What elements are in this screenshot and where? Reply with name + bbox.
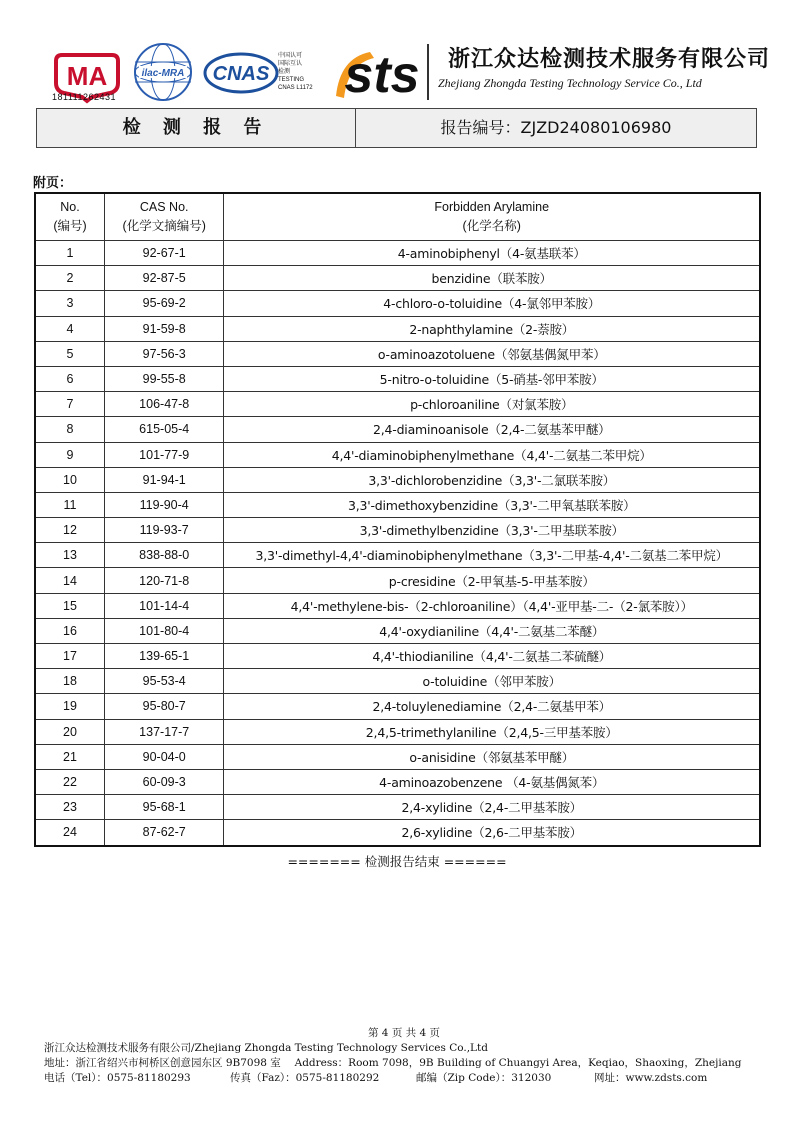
table-row bbox=[35, 316, 760, 341]
cell-cas: 106-47-8 bbox=[104, 392, 223, 417]
cell-no: 13 bbox=[35, 543, 104, 568]
table-row bbox=[35, 442, 760, 467]
cell-no: 8 bbox=[35, 417, 104, 442]
cell-cas: 95-68-1 bbox=[104, 795, 223, 820]
cnas-logo-icon bbox=[203, 50, 279, 96]
page-footer bbox=[44, 1026, 764, 1086]
table-row bbox=[35, 241, 760, 266]
cell-name: 4,4'-methylene-bis-（2-chloroaniline）（4,4'-亚甲基-二-（2-氯苯胺）） bbox=[224, 593, 760, 618]
table-row bbox=[35, 392, 760, 417]
table-row bbox=[35, 744, 760, 769]
cell-cas: 838-88-0 bbox=[104, 543, 223, 568]
ilac-mra-logo-icon bbox=[131, 40, 195, 104]
cell-cas: 91-94-1 bbox=[104, 467, 223, 492]
cell-name: 2,6-xylidine（2,6-二甲基苯胺） bbox=[224, 820, 760, 846]
cell-name: 4-chloro-o-toluidine（4-氯邻甲苯胺） bbox=[224, 291, 760, 316]
cell-cas: 95-69-2 bbox=[104, 291, 223, 316]
cell-no: 2 bbox=[35, 266, 104, 291]
header-cas: CAS No. (化学文摘编号) bbox=[104, 193, 223, 241]
company-name-cn: 浙江众达检测技术服务有限公司 bbox=[448, 46, 771, 72]
table-row bbox=[35, 417, 760, 442]
cell-name: 4-aminoazobenzene （4-氨基偶氮苯） bbox=[224, 769, 760, 794]
cell-name: 4,4'-diaminobiphenylmethane（4,4'-二氨基二苯甲烷） bbox=[224, 442, 760, 467]
sts-logo-icon bbox=[330, 38, 422, 108]
cell-name: 4,4'-thiodianiline（4,4'-二氨基二苯硫醚） bbox=[224, 644, 760, 669]
cell-cas: 101-14-4 bbox=[104, 593, 223, 618]
table-row bbox=[35, 366, 760, 391]
cell-cas: 101-80-4 bbox=[104, 618, 223, 643]
end-of-report: ======= 检测报告结束 ====== bbox=[287, 854, 507, 869]
cell-no: 20 bbox=[35, 719, 104, 744]
footer-fax: 传真（Faz）：0575-81180292 bbox=[230, 1072, 380, 1084]
cell-no: 4 bbox=[35, 316, 104, 341]
cell-name: 3,3'-dichlorobenzidine（3,3'-二氯联苯胺） bbox=[224, 467, 760, 492]
table-row bbox=[35, 543, 760, 568]
cnas-accreditation-text: 中国认可 国际互认 检测 TESTING CNAS L1172 bbox=[278, 53, 313, 91]
table-row bbox=[35, 795, 760, 820]
cell-cas: 139-65-1 bbox=[104, 644, 223, 669]
cell-cas: 92-87-5 bbox=[104, 266, 223, 291]
footer-contact bbox=[44, 1071, 764, 1086]
cell-name: 2,4-diaminoanisole（2,4-二氨基苯甲醚） bbox=[224, 417, 760, 442]
table-row bbox=[35, 518, 760, 543]
table-row bbox=[35, 820, 760, 846]
table-row bbox=[35, 644, 760, 669]
arylamine-table bbox=[34, 192, 761, 847]
table-body bbox=[35, 241, 760, 846]
cell-name: o-toluidine（邻甲苯胺） bbox=[224, 669, 760, 694]
footer-address: 地址：浙江省绍兴市柯桥区创意园东区 9B7098 室 Address：Room 7098，9B Building of Chuangyi Area，Keqiao，Shaoxing，Zhejiang bbox=[44, 1057, 742, 1069]
cell-no: 14 bbox=[35, 568, 104, 593]
page-number: 第 4 页 共 4 页 bbox=[367, 1027, 441, 1039]
cell-cas: 615-05-4 bbox=[104, 417, 223, 442]
table-row bbox=[35, 593, 760, 618]
header-no: No. (编号) bbox=[35, 193, 104, 241]
svg-text:sts: sts bbox=[344, 46, 420, 104]
cell-cas: 92-67-1 bbox=[104, 241, 223, 266]
company-name-en: Zhejiang Zhongda Testing Technology Service Co., Ltd bbox=[438, 76, 702, 90]
table-row bbox=[35, 769, 760, 794]
cell-no: 12 bbox=[35, 518, 104, 543]
table-row bbox=[35, 266, 760, 291]
cell-cas: 119-90-4 bbox=[104, 492, 223, 517]
cell-name: 3,3'-dimethyl-4,4'-diaminobiphenylmethane（3,3'-二甲基-4,4'-二氨基二苯甲烷） bbox=[224, 543, 760, 568]
cell-cas: 60-09-3 bbox=[104, 769, 223, 794]
cell-no: 1 bbox=[35, 241, 104, 266]
table-row bbox=[35, 719, 760, 744]
header-divider bbox=[427, 44, 429, 100]
table-row bbox=[35, 492, 760, 517]
table-row bbox=[35, 694, 760, 719]
cma-number: 181111262431 bbox=[52, 92, 117, 102]
cell-cas: 95-53-4 bbox=[104, 669, 223, 694]
cell-name: 3,3'-dimethoxybenzidine（3,3'-二甲氧基联苯胺） bbox=[224, 492, 760, 517]
table-row bbox=[35, 341, 760, 366]
table-row bbox=[35, 669, 760, 694]
cell-no: 5 bbox=[35, 341, 104, 366]
cell-no: 7 bbox=[35, 392, 104, 417]
table-row bbox=[35, 467, 760, 492]
table-row bbox=[35, 568, 760, 593]
cell-name: benzidine（联苯胺） bbox=[224, 266, 760, 291]
cell-no: 19 bbox=[35, 694, 104, 719]
svg-text:MA: MA bbox=[66, 61, 108, 91]
table-row bbox=[35, 291, 760, 316]
cell-name: 2-naphthylamine（2-萘胺） bbox=[224, 316, 760, 341]
cell-no: 11 bbox=[35, 492, 104, 517]
logo-row bbox=[0, 36, 794, 106]
cell-no: 15 bbox=[35, 593, 104, 618]
cell-no: 9 bbox=[35, 442, 104, 467]
footer-company: 浙江众达检测技术服务有限公司/Zhejiang Zhongda Testing Technology Services Co.,Ltd bbox=[44, 1042, 488, 1054]
cell-name: 2,4-xylidine（2,4-二甲基苯胺） bbox=[224, 795, 760, 820]
cell-no: 21 bbox=[35, 744, 104, 769]
report-title: 检 测 报 告 bbox=[122, 117, 270, 138]
cell-no: 17 bbox=[35, 644, 104, 669]
svg-text:CNAS: CNAS bbox=[212, 63, 270, 85]
cell-no: 10 bbox=[35, 467, 104, 492]
cell-name: 4,4'-oxydianiline（4,4'-二氨基二苯醚） bbox=[224, 618, 760, 643]
cell-no: 6 bbox=[35, 366, 104, 391]
cell-name: 4-aminobiphenyl（4-氨基联苯） bbox=[224, 241, 760, 266]
table-header-row bbox=[35, 193, 760, 241]
cell-cas: 99-55-8 bbox=[104, 366, 223, 391]
table-row bbox=[35, 618, 760, 643]
report-title-bar bbox=[36, 108, 757, 148]
cell-no: 22 bbox=[35, 769, 104, 794]
cell-cas: 97-56-3 bbox=[104, 341, 223, 366]
cell-name: o-aminoazotoluene（邻氨基偶氮甲苯） bbox=[224, 341, 760, 366]
report-number: 报告编号：ZJZD24080106980 bbox=[440, 118, 672, 137]
cell-no: 3 bbox=[35, 291, 104, 316]
cell-no: 16 bbox=[35, 618, 104, 643]
cell-cas: 90-04-0 bbox=[104, 744, 223, 769]
cell-name: 3,3'-dimethylbenzidine（3,3'-二甲基联苯胺） bbox=[224, 518, 760, 543]
cell-name: p-cresidine（2-甲氧基-5-甲基苯胺） bbox=[224, 568, 760, 593]
cell-cas: 137-17-7 bbox=[104, 719, 223, 744]
cell-no: 24 bbox=[35, 820, 104, 846]
cell-name: o-anisidine（邻氨基苯甲醚） bbox=[224, 744, 760, 769]
cell-cas: 87-62-7 bbox=[104, 820, 223, 846]
cell-cas: 119-93-7 bbox=[104, 518, 223, 543]
svg-text:ilac-MRA: ilac-MRA bbox=[141, 68, 185, 79]
cell-name: p-chloroaniline（对氯苯胺） bbox=[224, 392, 760, 417]
cell-cas: 91-59-8 bbox=[104, 316, 223, 341]
cell-cas: 101-77-9 bbox=[104, 442, 223, 467]
cell-cas: 95-80-7 bbox=[104, 694, 223, 719]
cell-cas: 120-71-8 bbox=[104, 568, 223, 593]
header-name: Forbidden Arylamine (化学名称) bbox=[224, 193, 760, 241]
footer-tel: 电话（Tel）：0575-81180293 bbox=[44, 1072, 191, 1084]
cell-no: 23 bbox=[35, 795, 104, 820]
appendix-label: 附页： bbox=[33, 176, 73, 191]
cell-name: 2,4-toluylenediamine（2,4-二氨基甲苯） bbox=[224, 694, 760, 719]
cell-name: 5-nitro-o-toluidine（5-硝基-邻甲苯胺） bbox=[224, 366, 760, 391]
footer-zip: 邮编（Zip Code）：312030 bbox=[416, 1072, 552, 1084]
footer-web: 网址：www.zdsts.com bbox=[594, 1072, 708, 1084]
cell-name: 2,4,5-trimethylaniline（2,4,5-三甲基苯胺） bbox=[224, 719, 760, 744]
cell-no: 18 bbox=[35, 669, 104, 694]
